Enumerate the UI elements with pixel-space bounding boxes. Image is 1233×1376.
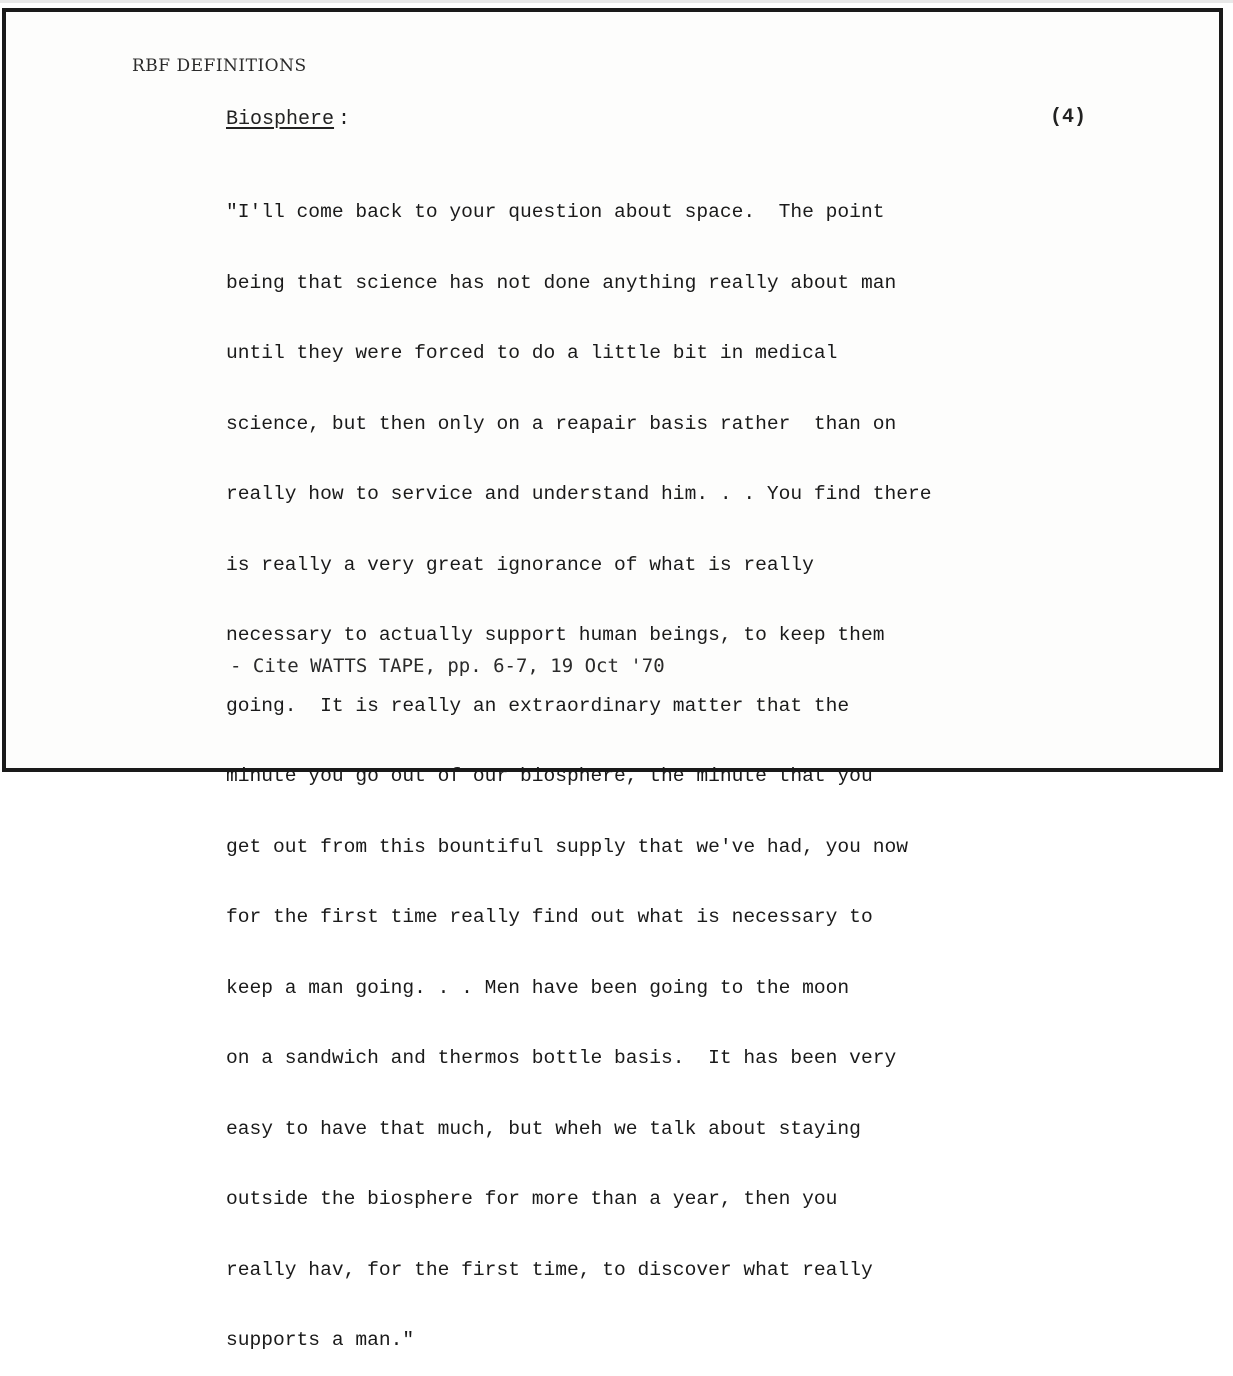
quote-line: really hav, for the first time, to discover what really <box>226 1258 873 1281</box>
quote-line: until they were forced to do a little bit in medical <box>226 342 838 364</box>
scan-top-edge <box>0 0 1233 3</box>
quote-line: is really a very great ignorance of what is really <box>226 553 814 576</box>
quote-line: outside the biosphere for more than a year, then you <box>226 1188 838 1210</box>
definition-term-text: Biosphere <box>226 108 335 131</box>
page-number: (4) <box>1050 106 1087 129</box>
quote-line: on a sandwich and thermos bottle basis. It has been very <box>226 1047 897 1069</box>
quote-line: minute you go out of our biosphere, the minute that you <box>226 765 873 787</box>
quote-line: going. It is really an extraordinary matter that the <box>226 694 850 717</box>
quote-line: keep a man going. . . Men have been going to the moon <box>226 976 850 999</box>
quote-line: science, but then only on a reapair basis rather than on <box>226 412 897 435</box>
quote-line: being that science has not done anything really about man <box>226 271 897 294</box>
citation: - Cite WATTS TAPE, pp. 6-7, 19 Oct '70 <box>230 655 665 677</box>
definition-term <box>226 108 334 131</box>
quote-line: get out from this bountiful supply that we've had, you now <box>226 835 908 858</box>
quote-line: necessary to actually support human beings, to keep them <box>226 624 885 646</box>
quote-line: "I'll come back to your question about space. The point <box>226 201 885 223</box>
quote-line: for the first time really find out what is necessary to <box>226 906 873 928</box>
quote-line: really how to service and understand him. . . You find there <box>226 483 932 505</box>
quote-line: easy to have that much, but wheh we talk about staying <box>226 1117 861 1140</box>
quote-block <box>226 154 932 1376</box>
quote-line: supports a man." <box>226 1329 415 1351</box>
definition-term-colon: : <box>338 108 351 131</box>
document-header: RBF DEFINITIONS <box>132 56 307 76</box>
